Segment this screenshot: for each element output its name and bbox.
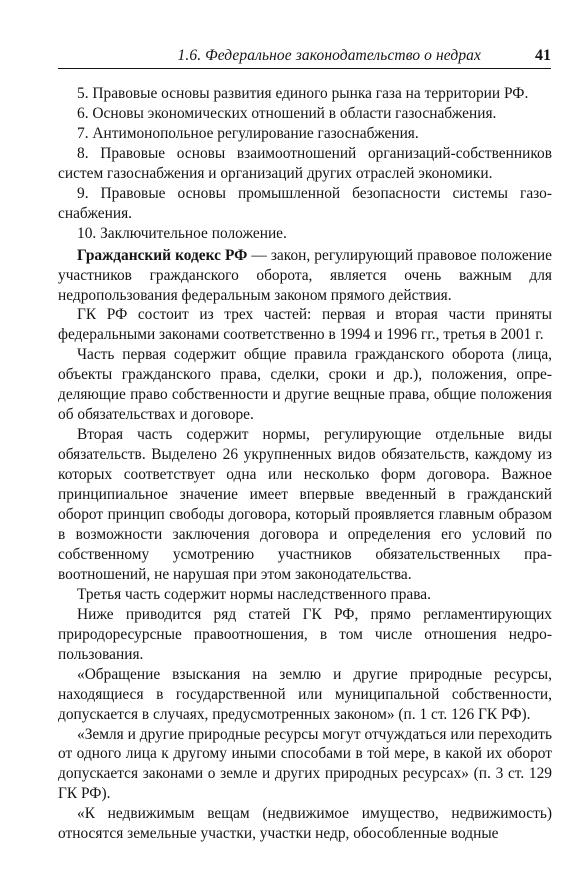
paragraph-7: 7. Антимонопольное регулирование газоснабжения. [77, 124, 419, 142]
page-body [58, 84, 552, 844]
civil-code-definition: — закон, регулирующий правовое положение участников гражданского оборота, является очень важным для недропользования федеральным законом прямого действия. [58, 246, 552, 304]
part-two-paragraph: Вторая часть содержит нормы, регулирующие отдельные виды обязательств. Выделено 26 укрупненных видов обязательств, каждому из которых соответствует одна или несколько форм договора. Важное принципиальное значение имеет впервые введенный в гражданский оборот принцип свободы договора, который проявляется главным образом в возможности заключения договора и определения его условий по собственному усмотрению участников обязательственных правоотношений, не нарушая при этом законодательства. [58, 426, 552, 583]
quote-article-126: «Обращение взыскания на землю и другие природные ресурсы, находящиеся в государственной или муниципальной собственности, допускается в случаях, предусмотренных законом» (п. 1 ст. 126 ГК РФ). [58, 665, 552, 723]
civil-code-paragraph [58, 246, 552, 306]
paragraph-5: 5. Правовые основы развития единого рынка газа на территории РФ. [77, 85, 529, 102]
header-rule [58, 68, 551, 69]
paragraph-6: 6. Основы экономических отношений в области газоснабжения. [77, 104, 497, 122]
running-title: 1.6. Федеральное законодательство о недрах [177, 47, 481, 64]
running-head [58, 47, 551, 67]
part-one-paragraph: Часть первая содержит общие правила гражданского оборота (лица, объекты гражданского права, сделки, сроки и др.), положения, определяющие право собственности и другие вещные права, общие положения об обязательствах и договоре. [58, 346, 552, 424]
paragraph-9: 9. Правовые основы промышленной безопасности системы газоснабжения. [58, 184, 552, 222]
page-number: 41 [535, 47, 551, 64]
paragraph-10: 10. Заключительное положение. [77, 224, 287, 242]
articles-intro-paragraph: Ниже приводится ряд статей ГК РФ, прямо регламентирующих природоресурсные правоотношения, в том числе отношения недропользования. [58, 605, 552, 663]
part-three-paragraph: Третья часть содержит нормы наследственного права. [77, 585, 431, 603]
quote-article-129: «Земля и другие природные ресурсы могут отчуждаться или переходить от одного лица к другому иными способами в той мере, в какой их оборот допускается законами о земле и других природных ресурсах» (п. 3 ст. 129 ГК РФ). [58, 725, 552, 803]
code-parts-paragraph: ГК РФ состоит из трех частей: первая и вторая части приняты федеральными законами соответственно в 1994 и 1996 гг., третья в 2001 г. [58, 306, 552, 344]
civil-code-term: Гражданский кодекс РФ [77, 246, 248, 264]
quote-real-estate: «К недвижимым вещам (недвижимое имущество, недвижимость) относятся земельные участки, участки недр, обособленные водные [58, 805, 552, 843]
paragraph-8: 8. Правовые основы взаимоотношений организаций-собственников систем газоснабжения и организаций других отраслей экономики. [58, 144, 552, 182]
